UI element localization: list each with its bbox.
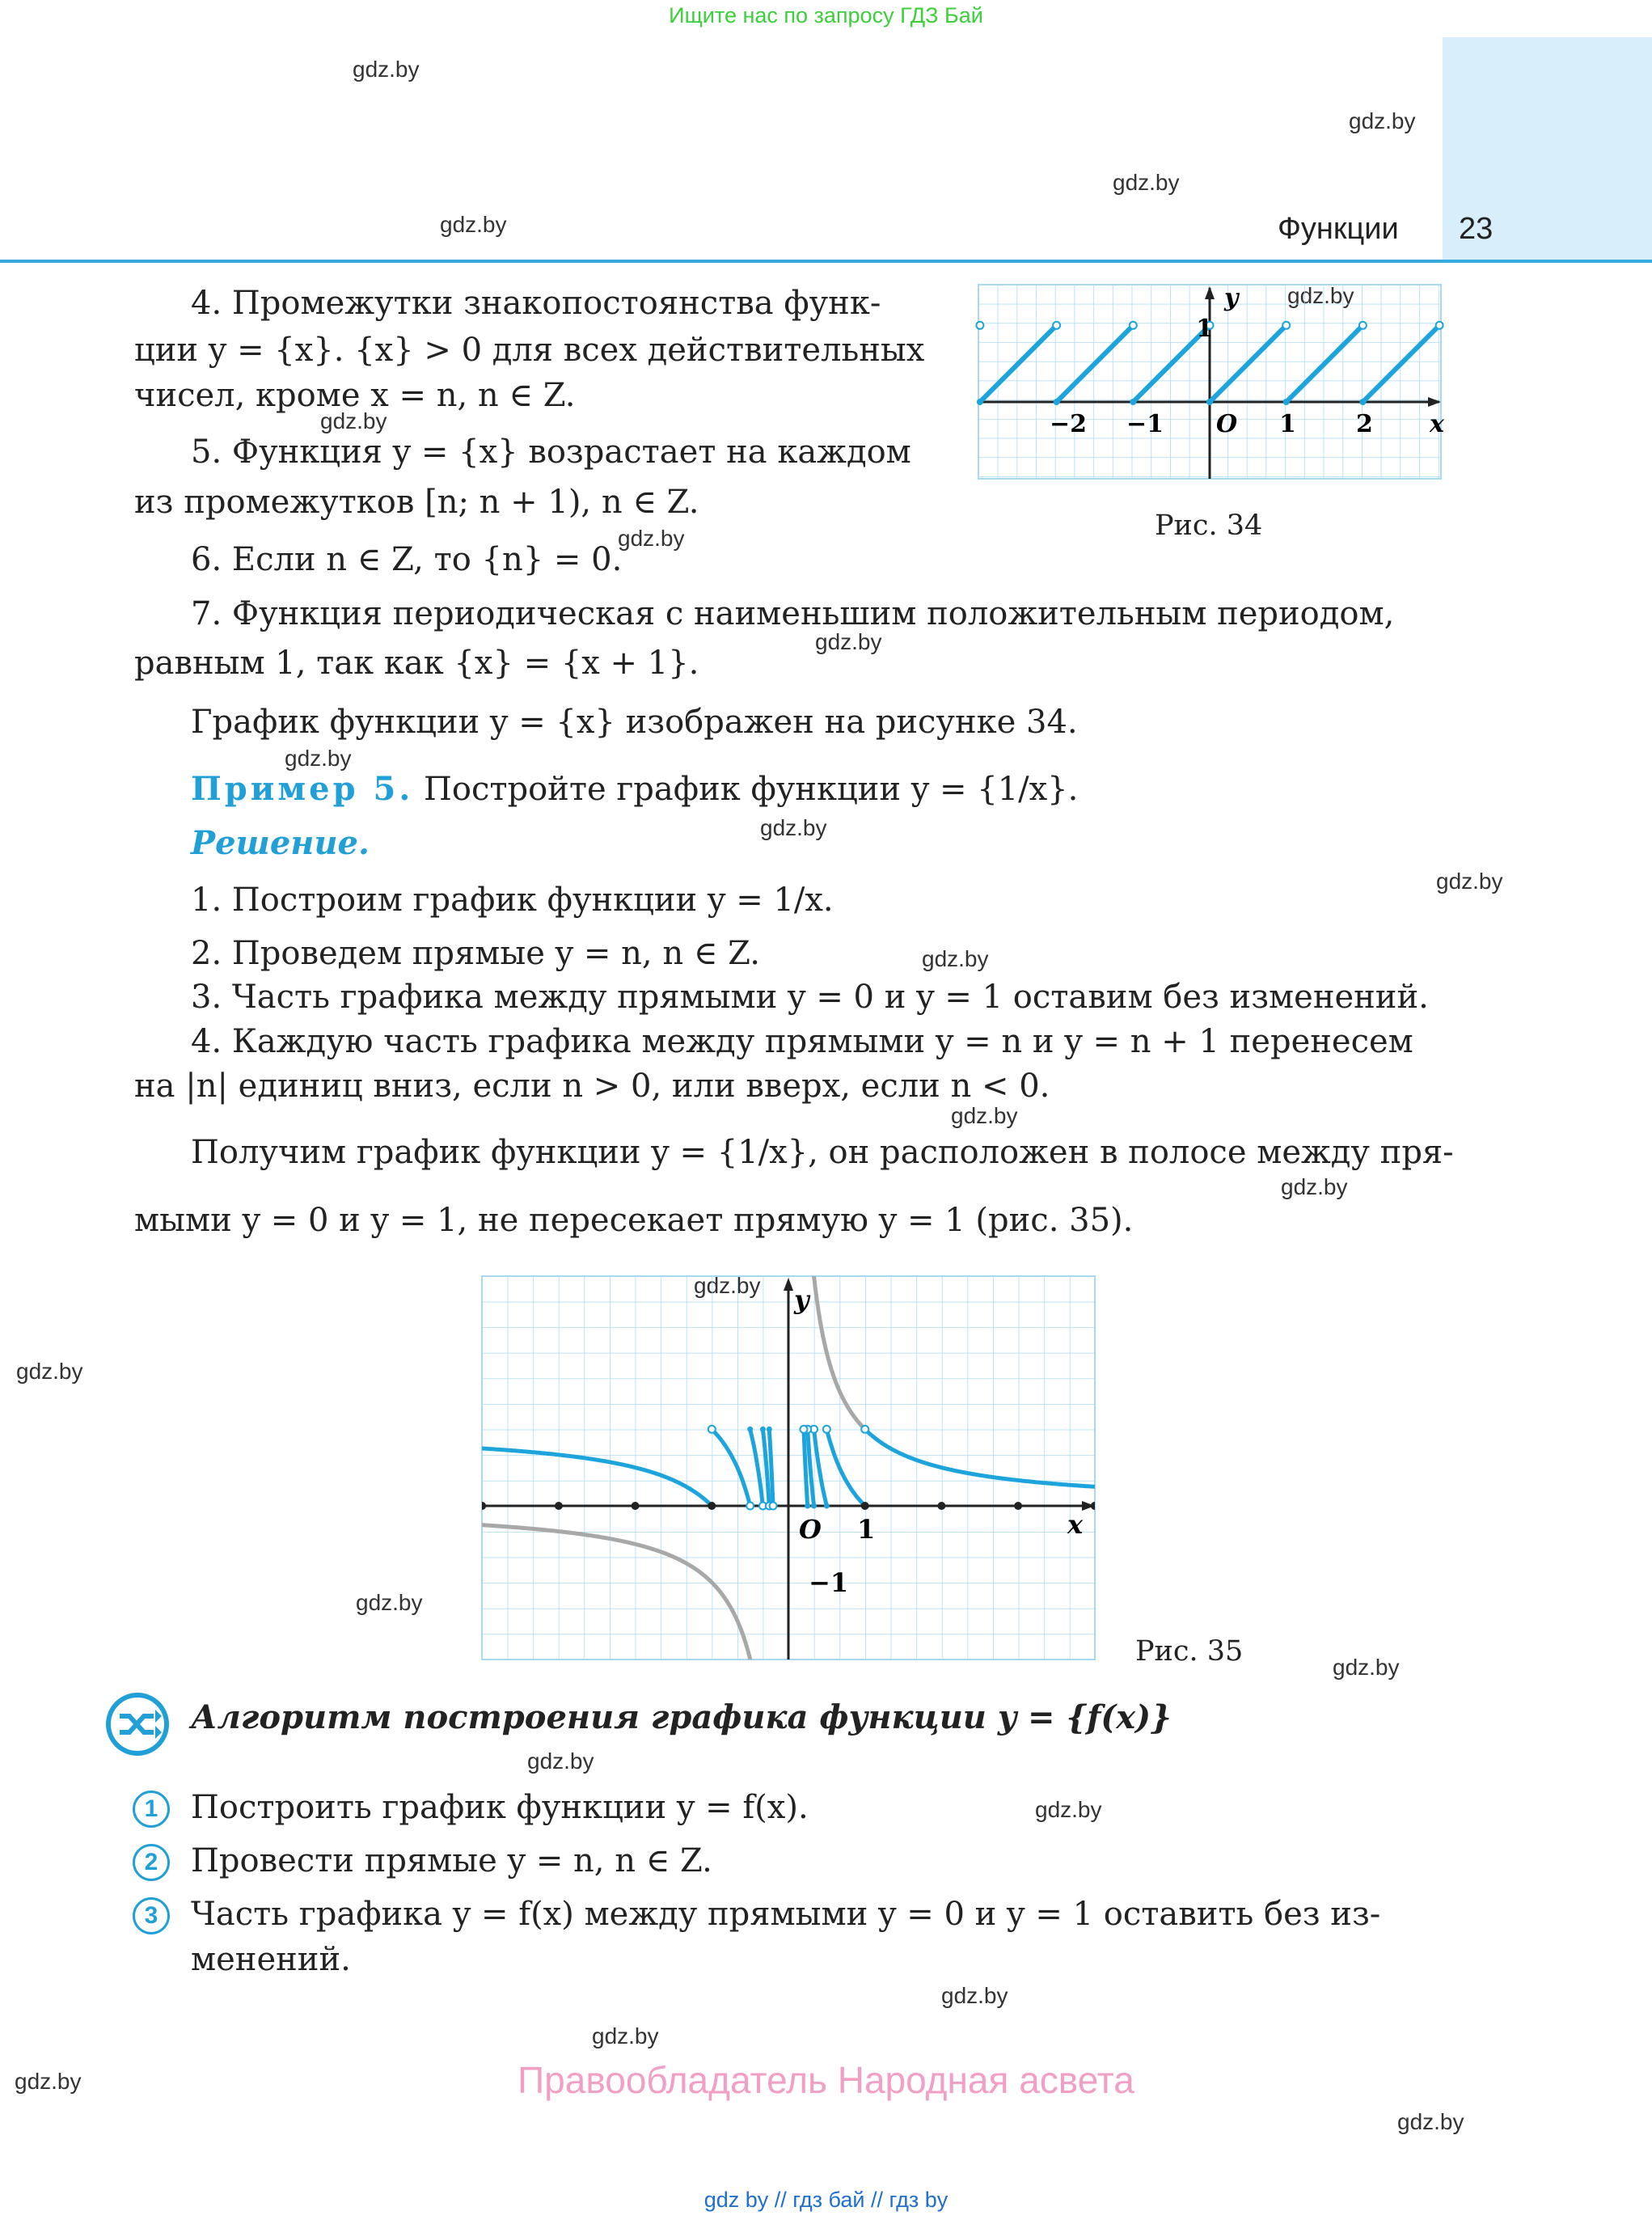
watermark: gdz.by [951, 1103, 1018, 1128]
axis-dot [632, 1502, 640, 1510]
figure-34 [978, 285, 1443, 485]
step-number: 1 [133, 1791, 170, 1828]
origin-label: O [799, 1514, 822, 1545]
watermark: gdz.by [1113, 170, 1180, 195]
x-axis-label: x [1067, 1509, 1084, 1540]
x-tick-label: 1 [1279, 410, 1296, 438]
origin-label: O [1216, 410, 1238, 438]
header-rule [0, 260, 1652, 263]
watermark: gdz.by [353, 57, 420, 82]
page-number: 23 [1459, 212, 1494, 246]
property-4-line2: ции y = {x}. {x} > 0 для всех действительных [134, 332, 925, 369]
open-point [1130, 322, 1137, 329]
watermark: gdz.by [16, 1359, 83, 1384]
x-axis-label: x [1430, 410, 1444, 438]
algorithm-step-3-line1: Часть графика y = f(x) между прямыми y = 0 и y = 1 оставить без из- [191, 1896, 1381, 1933]
x-tick-label: −1 [1126, 410, 1164, 438]
open-point [1053, 322, 1060, 329]
closed-point [977, 399, 983, 405]
closed-point [1130, 399, 1136, 405]
closed-point [767, 1427, 772, 1432]
property-7-line1: 7. Функция периодическая с наименьшим положительным периодом, [191, 595, 1395, 632]
watermark: gdz.by [922, 946, 989, 971]
property-7-line2: равным 1, так как {x} = {x + 1}. [134, 645, 699, 682]
figure-34-caption: Рис. 34 [1155, 509, 1263, 542]
example-text: Постройте график функции y = {1/x}. [423, 771, 1079, 808]
x-tick-label: 1 [857, 1514, 876, 1545]
x-tick-label: −2 [1050, 410, 1088, 438]
shuffle-icon [105, 1692, 170, 1757]
open-point [1282, 322, 1290, 329]
property-4-line1: 4. Промежутки знакопостоянства функ- [191, 285, 881, 322]
open-point [1436, 322, 1443, 329]
watermark: gdz.by [1436, 869, 1503, 894]
solution-step-2: 2. Проведем прямые y = n, n ∈ Z. [191, 935, 760, 972]
watermark: gdz.by [618, 526, 685, 551]
closed-point [1054, 399, 1060, 405]
axis-dot [478, 1502, 486, 1510]
y-tick-label: 1 [1196, 315, 1213, 343]
closed-point [747, 1427, 753, 1432]
property-5-line2: из промежутков [n; n + 1), n ∈ Z. [134, 484, 699, 521]
y-axis-label: y [794, 1284, 809, 1315]
x-tick-label: 2 [1356, 410, 1373, 438]
watermark: gdz.by [941, 1983, 1008, 2008]
watermark: gdz.by [815, 629, 882, 654]
open-point [746, 1503, 754, 1510]
result-line1: Получим график функции y = {1/x}, он расположен в полосе между пря- [191, 1134, 1454, 1171]
property-4-line3: чисел, кроме x = n, n ∈ Z. [134, 377, 576, 414]
top-banner[interactable]: Ищите нас по запросу ГДЗ Бай [669, 3, 983, 27]
closed-point [1359, 399, 1366, 405]
example-heading [191, 766, 1078, 813]
solution-step-3: 3. Часть графика между прямыми y = 0 и y = 1 оставим без изменений. [191, 979, 1429, 1016]
property-5-line1: 5. Функция y = {x} возрастает на каждом [191, 433, 911, 471]
open-point [823, 1426, 830, 1433]
axis-dot [1091, 1502, 1099, 1510]
example-label: Пример 5. [191, 770, 414, 808]
open-point [861, 1426, 868, 1433]
figure-35 [482, 1276, 1096, 1663]
axis-dot [708, 1502, 716, 1510]
result-line2: мыми y = 0 и y = 1, не пересекает прямую y = 1 (рис. 35). [134, 1202, 1134, 1239]
solution-label: Решение. [191, 824, 370, 862]
axis-dot [1014, 1502, 1022, 1510]
rights-holder: Правообладатель Народная асвета [518, 2059, 1134, 2101]
watermark: gdz.by [440, 212, 507, 237]
axis-dot [861, 1502, 869, 1510]
algorithm-step-1: Построить график функции y = f(x). [191, 1789, 809, 1826]
algorithm-title: Алгоритм построения графика функции y = {f(x)} [191, 1698, 1172, 1736]
watermark: gdz.by [760, 815, 827, 840]
closed-point [1206, 399, 1213, 405]
closed-point [760, 1427, 766, 1432]
closed-point [805, 1503, 810, 1509]
axis-dot [937, 1502, 945, 1510]
open-point [800, 1426, 807, 1433]
open-point [770, 1503, 777, 1510]
algorithm-step-2: Провести прямые y = n, n ∈ Z. [191, 1842, 712, 1879]
watermark: gdz.by [285, 746, 352, 771]
closed-point [811, 1503, 817, 1509]
watermark: gdz.by [1333, 1655, 1400, 1680]
open-point [976, 322, 983, 329]
solution-step-4-line2: на |n| единиц вниз, если n > 0, или вверх, если n < 0. [134, 1068, 1050, 1105]
watermark: gdz.by [15, 2069, 82, 2094]
axis-dot [555, 1502, 563, 1510]
solution-step-4-line1: 4. Каждую часть графика между прямыми y = n и y = n + 1 перенесем [191, 1023, 1413, 1060]
graph-reference: График функции y = {x} изображен на рисунке 34. [191, 704, 1078, 741]
watermark: gdz.by [1397, 2109, 1464, 2134]
watermark: gdz.by [320, 408, 387, 433]
closed-point [1283, 399, 1290, 405]
step-number: 2 [133, 1844, 170, 1881]
y-axis-label: y [1224, 284, 1239, 312]
watermark: gdz.by [592, 2023, 659, 2049]
algorithm-step-3-line2: менений. [191, 1941, 351, 1978]
watermark: gdz.by [1349, 108, 1416, 133]
step-number: 3 [133, 1897, 170, 1934]
open-point [708, 1426, 716, 1433]
property-6: 6. Если n ∈ Z, то {n} = 0. [191, 541, 623, 578]
solution-step-1: 1. Построим график функции y = 1/x. [191, 882, 834, 919]
closed-point [824, 1503, 830, 1509]
section-title: Функции [1278, 212, 1399, 246]
figure-35-caption: Рис. 35 [1135, 1635, 1244, 1668]
watermark: gdz.by [1035, 1797, 1102, 1822]
open-point [1359, 322, 1367, 329]
footer-links[interactable]: gdz by // гдз бай // гдз by [703, 2188, 949, 2212]
watermark: gdz.by [527, 1748, 594, 1774]
y-tick-label: −1 [809, 1567, 849, 1598]
watermark: gdz.by [1281, 1174, 1348, 1199]
watermark: gdz.by [356, 1590, 423, 1615]
